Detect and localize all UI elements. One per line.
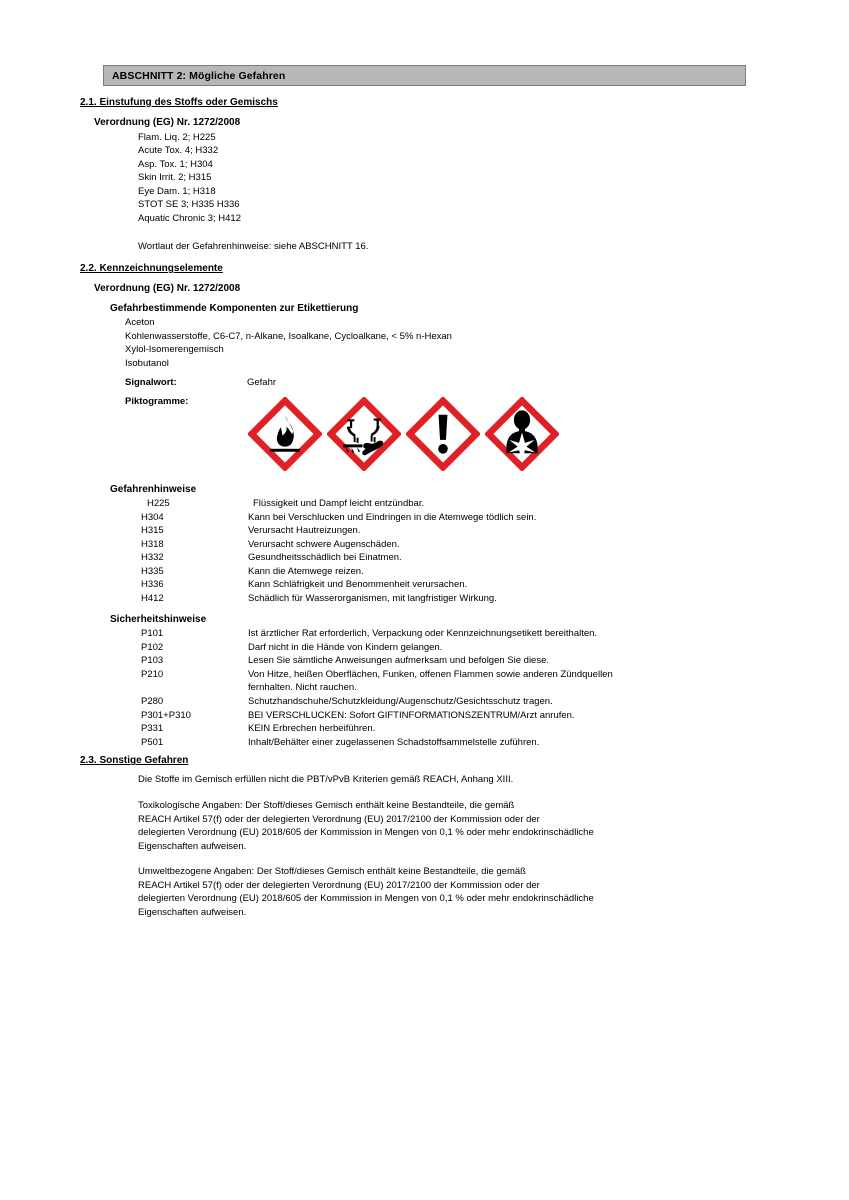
precautionary-statements-heading: Sicherheitshinweise (110, 613, 207, 625)
precautionary-statement-text: Darf nicht in die Hände von Kindern gelangen. (248, 641, 443, 653)
component-item: Xylol-Isomerengemisch (125, 344, 224, 356)
hazard-note: Wortlaut der Gefahrenhinweise: siehe ABSCHNITT 16. (138, 240, 369, 252)
classification-item: Skin Irrit. 2; H315 (138, 172, 212, 184)
environmental-line: Umweltbezogene Angaben: Der Stoff/dieses Gemisch enthält keine Bestandteile, die gemäß (138, 866, 526, 878)
regulation-2-1: Verordnung (EG) Nr. 1272/2008 (94, 117, 241, 128)
precautionary-statement-text: Schutzhandschuhe/Schutzkleidung/Augenschutz/Gesichtsschutz tragen. (248, 695, 553, 707)
classification-list (0, 131, 849, 226)
classification-item: Flam. Liq. 2; H225 (138, 131, 216, 143)
components-heading: Gefahrbestimmende Komponenten zur Etikettierung (110, 302, 359, 314)
hazard-statement-text: Kann Schläfrigkeit und Benommenheit verursachen. (248, 579, 468, 591)
hazard-statement-row (0, 538, 849, 552)
precautionary-statement-row (0, 695, 849, 709)
toxicological-line: Toxikologische Angaben: Der Stoff/dieses Gemisch enthält keine Bestandteile, die gemäß (138, 799, 515, 811)
section-header-title: ABSCHNITT 2: Mögliche Gefahren (112, 69, 286, 82)
exclamation-mark-pictogram (406, 397, 480, 471)
precautionary-statement-code: P331 (141, 723, 164, 735)
flame-pictogram (248, 397, 322, 471)
hazard-statement-code: H304 (141, 511, 164, 523)
heading-2-2: 2.2. Kennzeichnungselemente (80, 263, 223, 275)
hazard-statement-row (0, 524, 849, 538)
section-header-bar (103, 65, 746, 86)
component-item: Kohlenwasserstoffe, C6-C7, n-Alkane, Isoalkane, Cycloalkane, < 5% n-Hexan (125, 330, 452, 342)
heading-2-3: 2.3. Sonstige Gefahren (80, 755, 189, 767)
precautionary-statement-row (0, 641, 849, 655)
toxicological-paragraph (0, 799, 849, 853)
hazard-statement-code: H335 (141, 565, 164, 577)
hazard-statement-code: H315 (141, 525, 164, 537)
toxicological-line: REACH Artikel 57(f) oder der delegierten Verordnung (EU) 2017/2100 der Kommission oder der (138, 813, 540, 825)
signal-word-value: Gefahr (247, 376, 277, 388)
pictograms-label: Piktogramme: (125, 395, 189, 407)
classification-item: Asp. Tox. 1; H304 (138, 158, 213, 170)
hazard-statement-code: H318 (141, 538, 164, 550)
precautionary-statement-code: P101 (141, 627, 164, 639)
hazard-statement-text: Verursacht Hautreizungen. (248, 525, 361, 537)
document-content (0, 95, 849, 920)
hazard-statements-heading: Gefahrenhinweise (110, 483, 197, 495)
hazard-statement-code: H225 (147, 497, 170, 509)
environmental-line: delegierten Verordnung (EU) 2018/605 der Kommission in Mengen von 0,1 % oder mehr endokrinschädliche (138, 893, 594, 905)
precautionary-statement-code: P210 (141, 668, 164, 680)
environmental-line: Eigenschaften aufweisen. (138, 907, 247, 919)
hazard-statement-row (0, 578, 849, 592)
component-item: Isobutanol (125, 358, 169, 370)
precautionary-statement-text: BEI VERSCHLUCKEN: Sofort GIFTINFORMATIONSZENTRUM/Arzt anrufen. (248, 709, 575, 721)
toxicological-line: delegierten Verordnung (EU) 2018/605 der Kommission in Mengen von 0,1 % oder mehr endokrinschädliche (138, 827, 594, 839)
precautionary-statement-row (0, 627, 849, 641)
hazard-statement-text: Schädlich für Wasserorganismen, mit langfristiger Wirkung. (248, 593, 497, 605)
signal-word-label: Signalwort: (125, 376, 177, 388)
hazard-statement-row (0, 592, 849, 606)
classification-item: Eye Dam. 1; H318 (138, 185, 216, 197)
component-list (0, 316, 849, 370)
precautionary-statement-row (0, 709, 849, 723)
hazard-statement-row (0, 511, 849, 525)
precautionary-statement-row (0, 668, 849, 695)
hazard-statement-text: Gesundheitsschädlich bei Einatmen. (248, 552, 402, 564)
precautionary-statement-text: Von Hitze, heißen Oberflächen, Funken, offenen Flammen sowie anderen Zündquellen (248, 668, 613, 680)
classification-item: Aquatic Chronic 3; H412 (138, 213, 241, 225)
pictogram-row (248, 397, 559, 471)
precautionary-statement-code: P301+P310 (141, 709, 191, 721)
signal-word-row (0, 375, 849, 390)
precautionary-statement-text-continued: fernhalten. Nicht rauchen. (248, 682, 357, 694)
hazard-statement-code: H336 (141, 579, 164, 591)
corrosion-pictogram (327, 397, 401, 471)
heading-2-1: 2.1. Einstufung des Stoffs oder Gemischs (80, 97, 278, 108)
precautionary-statement-row (0, 736, 849, 750)
classification-item: STOT SE 3; H335 H336 (138, 199, 240, 211)
health-hazard-pictogram (485, 397, 559, 471)
environmental-paragraph (0, 865, 849, 919)
classification-item: Acute Tox. 4; H332 (138, 145, 219, 157)
hazard-statement-text: Verursacht schwere Augenschäden. (248, 538, 400, 550)
hazard-statement-code: H332 (141, 552, 164, 564)
precautionary-statement-row (0, 722, 849, 736)
hazard-statement-row (0, 497, 849, 511)
precautionary-statement-code: P280 (141, 695, 164, 707)
precautionary-statement-text: Inhalt/Behälter einer zugelassenen Schadstoffsammelstelle zuführen. (248, 736, 540, 748)
hazard-statement-code: H412 (141, 593, 164, 605)
precautionary-statement-code: P102 (141, 641, 164, 653)
precautionary-statement-row (0, 654, 849, 668)
hazard-statement-text: Kann die Atemwege reizen. (248, 565, 364, 577)
precautionary-statement-code: P103 (141, 655, 164, 667)
precautionary-statement-code: P501 (141, 736, 164, 748)
precautionary-statement-text: KEIN Erbrechen herbeiführen. (248, 723, 376, 735)
component-item: Aceton (125, 317, 155, 329)
precautionary-statement-list (0, 627, 849, 749)
environmental-line: REACH Artikel 57(f) oder der delegierten Verordnung (EU) 2017/2100 der Kommission oder der (138, 879, 540, 891)
regulation-2-2: Verordnung (EG) Nr. 1272/2008 (94, 283, 241, 295)
pbt-note: Die Stoffe im Gemisch erfüllen nicht die PBT/vPvB Kriterien gemäß REACH, Anhang XIII. (138, 774, 514, 786)
precautionary-statement-text: Ist ärztlicher Rat erforderlich, Verpackung oder Kennzeichnungsetikett bereithalten. (248, 627, 598, 639)
hazard-statement-text: Kann bei Verschlucken und Eindringen in die Atemwege tödlich sein. (248, 511, 537, 523)
pictogram-block (0, 396, 849, 482)
hazard-statement-list (0, 497, 849, 606)
toxicological-line: Eigenschaften aufweisen. (138, 840, 247, 852)
precautionary-statement-text: Lesen Sie sämtliche Anweisungen aufmerksam und befolgen Sie diese. (248, 655, 550, 667)
hazard-statement-row (0, 565, 849, 579)
hazard-statement-row (0, 551, 849, 565)
hazard-statement-text: Flüssigkeit und Dampf leicht entzündbar. (253, 497, 425, 509)
